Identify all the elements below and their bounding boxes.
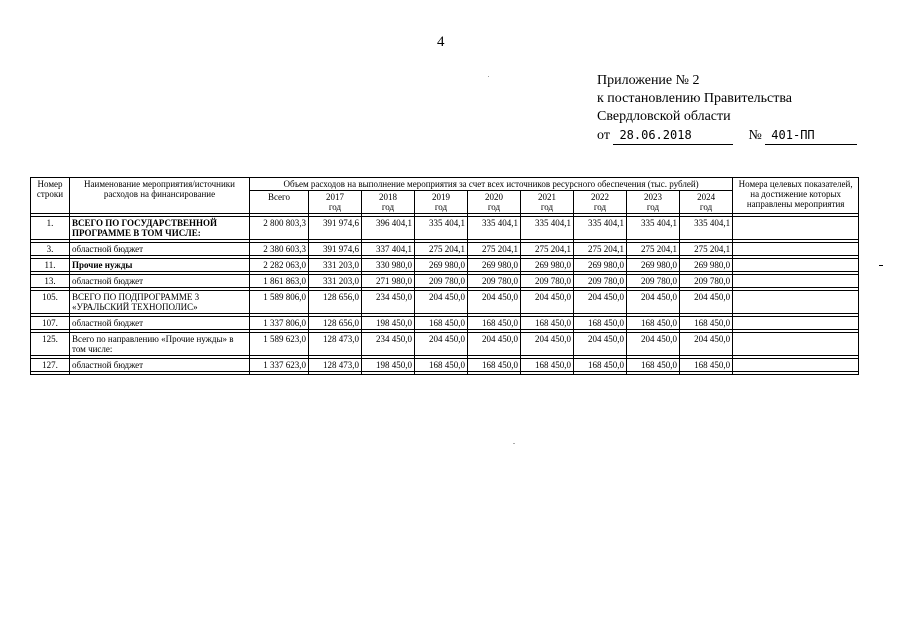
header-year-2018: [362, 191, 415, 214]
row-year-value: 204 450,0: [468, 333, 521, 356]
header-year-unit: год: [381, 202, 395, 212]
row-year-value: 335 404,1: [627, 217, 680, 240]
appendix-resolution: к постановлению Правительства: [597, 91, 793, 106]
row-year-value: 269 980,0: [574, 259, 627, 272]
budget-table: [30, 177, 859, 375]
table-row: [31, 359, 859, 372]
row-number: 13.: [31, 275, 70, 288]
row-number: 105.: [31, 291, 70, 314]
row-year-value: 209 780,0: [468, 275, 521, 288]
row-year-value: 128 656,0: [309, 291, 362, 314]
row-target: [733, 243, 859, 256]
header-year-unit: год: [540, 202, 554, 212]
row-target: [733, 333, 859, 356]
scan-speck: [513, 443, 515, 444]
row-total: 1 337 623,0: [250, 359, 309, 372]
header-year-2021: [521, 191, 574, 214]
header-year-2024: [680, 191, 733, 214]
header-year-value: 2021: [538, 192, 556, 202]
row-year-value: 204 450,0: [521, 291, 574, 314]
row-year-value: 335 404,1: [521, 217, 574, 240]
margin-mark: [879, 265, 883, 266]
row-year-value: 271 980,0: [362, 275, 415, 288]
separator-cell: [733, 372, 859, 375]
row-number: 11.: [31, 259, 70, 272]
row-year-value: 204 450,0: [627, 291, 680, 314]
separator-cell: [680, 372, 733, 375]
appendix-header: [597, 72, 857, 145]
header-year-value: 2024: [697, 192, 716, 202]
row-total: 1 337 806,0: [250, 317, 309, 330]
row-year-value: 204 450,0: [415, 291, 468, 314]
row-year-value: 209 780,0: [680, 275, 733, 288]
separator-cell: [627, 372, 680, 375]
row-year-value: 204 450,0: [574, 333, 627, 356]
row-year-value: 335 404,1: [680, 217, 733, 240]
row-year-value: 204 450,0: [680, 333, 733, 356]
row-year-value: 209 780,0: [415, 275, 468, 288]
row-year-value: 168 450,0: [521, 359, 574, 372]
table-row: [31, 243, 859, 256]
row-year-value: 168 450,0: [574, 359, 627, 372]
row-year-value: 209 780,0: [627, 275, 680, 288]
row-year-value: 335 404,1: [468, 217, 521, 240]
row-separator: [31, 372, 859, 375]
appendix-date-line: [597, 126, 857, 145]
row-year-value: 337 404,1: [362, 243, 415, 256]
row-year-value: 275 204,1: [574, 243, 627, 256]
table-row: [31, 291, 859, 314]
table-row: [31, 217, 859, 240]
row-total: 2 282 063,0: [250, 259, 309, 272]
row-year-value: 396 404,1: [362, 217, 415, 240]
separator-cell: [415, 372, 468, 375]
header-row-number: Номер строки: [31, 178, 70, 214]
header-year-unit: год: [593, 202, 607, 212]
header-year-2023: [627, 191, 680, 214]
header-name: Наименование мероприятия/источники расходов на финансирование: [70, 178, 250, 214]
row-year-value: 335 404,1: [574, 217, 627, 240]
row-year-value: 269 980,0: [415, 259, 468, 272]
separator-cell: [574, 372, 627, 375]
row-target: [733, 359, 859, 372]
header-year-2019: [415, 191, 468, 214]
separator-cell: [309, 372, 362, 375]
row-year-value: 275 204,1: [521, 243, 574, 256]
row-year-value: 128 473,0: [309, 359, 362, 372]
row-year-value: 335 404,1: [415, 217, 468, 240]
row-target: [733, 259, 859, 272]
header-year-unit: год: [487, 202, 501, 212]
header-year-unit: год: [434, 202, 448, 212]
row-year-value: 269 980,0: [468, 259, 521, 272]
row-year-value: 269 980,0: [627, 259, 680, 272]
row-target: [733, 217, 859, 240]
header-year-2022: [574, 191, 627, 214]
row-year-value: 204 450,0: [574, 291, 627, 314]
header-year-value: 2023: [644, 192, 662, 202]
date-prefix: от: [597, 128, 610, 143]
row-year-value: 198 450,0: [362, 359, 415, 372]
row-total: 1 589 806,0: [250, 291, 309, 314]
row-year-value: 204 450,0: [627, 333, 680, 356]
row-number: 1.: [31, 217, 70, 240]
header-year-unit: год: [699, 202, 713, 212]
row-total: 1 861 863,0: [250, 275, 309, 288]
separator-cell: [362, 372, 415, 375]
separator-cell: [250, 372, 309, 375]
appendix-title: Приложение № 2: [597, 73, 700, 88]
page-number: 4: [437, 34, 445, 50]
header-year-unit: год: [646, 202, 660, 212]
row-total: 1 589 623,0: [250, 333, 309, 356]
row-year-value: 168 450,0: [627, 359, 680, 372]
separator-cell: [70, 372, 250, 375]
row-year-value: 204 450,0: [521, 333, 574, 356]
resolution-date: 28.06.2018: [613, 126, 733, 145]
row-year-value: 391 974,6: [309, 217, 362, 240]
separator-cell: [468, 372, 521, 375]
row-year-value: 275 204,1: [627, 243, 680, 256]
header-year-value: 2019: [432, 192, 450, 202]
header-year-2020: [468, 191, 521, 214]
row-year-value: 198 450,0: [362, 317, 415, 330]
header-total: Всего: [250, 191, 309, 214]
row-total: 2 380 603,3: [250, 243, 309, 256]
row-year-value: 275 204,1: [468, 243, 521, 256]
appendix-region: Свердловской области: [597, 109, 731, 124]
row-name: ВСЕГО ПО ГОСУДАРСТВЕННОЙ ПРОГРАММЕ В ТОМ ЧИСЛЕ:: [70, 217, 250, 240]
row-year-value: 391 974,6: [309, 243, 362, 256]
row-number: 107.: [31, 317, 70, 330]
header-targets: Номера целевых показателей, на достижение которых направлены мероприятия: [733, 178, 859, 214]
row-number: 125.: [31, 333, 70, 356]
row-year-value: 331 203,0: [309, 275, 362, 288]
row-year-value: 234 450,0: [362, 333, 415, 356]
row-year-value: 168 450,0: [680, 359, 733, 372]
table-row: [31, 333, 859, 356]
row-name: областной бюджет: [70, 275, 250, 288]
row-target: [733, 275, 859, 288]
row-year-value: 168 450,0: [415, 359, 468, 372]
header-year-value: 2022: [591, 192, 609, 202]
row-year-value: 234 450,0: [362, 291, 415, 314]
row-year-value: 331 203,0: [309, 259, 362, 272]
row-year-value: 168 450,0: [521, 317, 574, 330]
row-year-value: 168 450,0: [468, 317, 521, 330]
table-row: [31, 259, 859, 272]
row-year-value: 168 450,0: [680, 317, 733, 330]
row-year-value: 204 450,0: [680, 291, 733, 314]
row-year-value: 204 450,0: [415, 333, 468, 356]
row-total: 2 800 803,3: [250, 217, 309, 240]
row-year-value: 209 780,0: [521, 275, 574, 288]
table-row: [31, 317, 859, 330]
header-year-value: 2020: [485, 192, 503, 202]
row-name: Всего по направлению «Прочие нужды» в том числе:: [70, 333, 250, 356]
separator-cell: [521, 372, 574, 375]
row-year-value: 275 204,1: [680, 243, 733, 256]
resolution-number: 401-ПП: [765, 126, 857, 145]
row-year-value: 204 450,0: [468, 291, 521, 314]
row-year-value: 168 450,0: [574, 317, 627, 330]
header-year-value: 2017: [326, 192, 344, 202]
row-name: областной бюджет: [70, 243, 250, 256]
row-year-value: 269 980,0: [680, 259, 733, 272]
row-year-value: 168 450,0: [627, 317, 680, 330]
row-name: ВСЕГО ПО ПОДПРОГРАММЕ 3 «УРАЛЬСКИЙ ТЕХНОПОЛИС»: [70, 291, 250, 314]
row-number: 127.: [31, 359, 70, 372]
table-row: [31, 275, 859, 288]
row-year-value: 168 450,0: [415, 317, 468, 330]
row-name: областной бюджет: [70, 317, 250, 330]
table-header: [31, 178, 859, 214]
row-number: 3.: [31, 243, 70, 256]
table-body: [31, 214, 859, 375]
scan-speck: [488, 76, 489, 77]
row-year-value: 269 980,0: [521, 259, 574, 272]
row-target: [733, 317, 859, 330]
row-target: [733, 291, 859, 314]
row-name: Прочие нужды: [70, 259, 250, 272]
row-name: областной бюджет: [70, 359, 250, 372]
header-volume: Объем расходов на выполнение мероприятия за счет всех источников ресурсного обеспечения (тыс. рублей): [250, 178, 733, 191]
row-year-value: 330 980,0: [362, 259, 415, 272]
row-year-value: 128 473,0: [309, 333, 362, 356]
row-year-value: 168 450,0: [468, 359, 521, 372]
row-year-value: 128 656,0: [309, 317, 362, 330]
row-year-value: 275 204,1: [415, 243, 468, 256]
row-year-value: 209 780,0: [574, 275, 627, 288]
header-year-unit: год: [328, 202, 342, 212]
header-year-value: 2018: [379, 192, 397, 202]
separator-cell: [31, 372, 70, 375]
number-prefix: №: [748, 128, 762, 143]
header-year-2017: [309, 191, 362, 214]
